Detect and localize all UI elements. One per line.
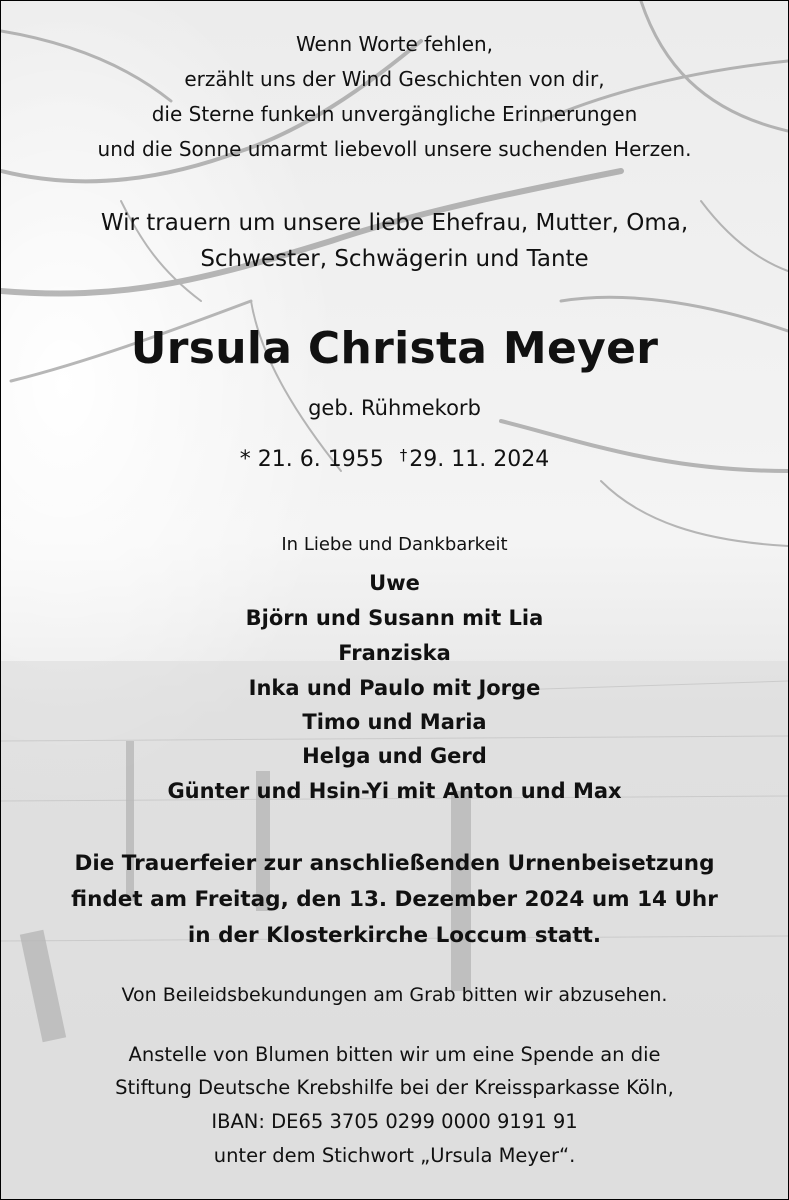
thanks-line: In Liebe und Dankbarkeit [281, 534, 508, 555]
donation-line: Stiftung Deutsche Krebshilfe bei der Kreissparkasse Köln, [115, 1076, 674, 1099]
birth-date: * 21. 6. 1955 [239, 447, 384, 472]
poem-line: und die Sonne umarmt liebevoll unsere suchenden Herzen. [97, 137, 692, 161]
donation-line: Anstelle von Blumen bitten wir um eine Spende an die [128, 1043, 661, 1066]
family-member: Helga und Gerd [302, 744, 487, 768]
obituary-text [1, 1, 788, 1199]
family-member: Günter und Hsin-Yi mit Anton und Max [167, 779, 622, 803]
family-member: Franziska [338, 641, 451, 665]
service-line: findet am Freitag, den 13. Dezember 2024 um 14 Uhr [71, 887, 718, 912]
death-date: 29. 11. 2024 [409, 447, 550, 472]
deceased-name: Ursula Christa Meyer [130, 323, 659, 374]
cross-symbol: † [399, 446, 408, 464]
service-line: in der Klosterkirche Loccum statt. [187, 923, 602, 948]
poem-line: erzählt uns der Wind Geschichten von dir, [184, 67, 605, 91]
birth-name: geb. Rühmekorb [308, 396, 481, 420]
family-member: Inka und Paulo mit Jorge [248, 676, 541, 700]
condolence-note: Von Beileidsbekundungen am Grab bitten wir abzusehen. [121, 984, 668, 1006]
family-member: Timo und Maria [302, 710, 487, 734]
poem-line: die Sterne funkeln unvergängliche Erinnerungen [151, 102, 638, 126]
donation-line: IBAN: DE65 3705 0299 0000 9191 91 [211, 1110, 578, 1133]
service-line: Die Trauerfeier zur anschließenden Urnenbeisetzung [74, 851, 715, 876]
family-member: Uwe [369, 571, 420, 595]
family-member: Björn und Susann mit Lia [245, 606, 544, 630]
donation-line: unter dem Stichwort „Ursula Meyer“. [213, 1144, 576, 1167]
intro-line: Wir trauern um unsere liebe Ehefrau, Mutter, Oma, [100, 210, 689, 236]
life-dates [1, 446, 788, 472]
poem-line: Wenn Worte fehlen, [295, 32, 494, 56]
intro-line: Schwester, Schwägerin und Tante [200, 246, 589, 272]
